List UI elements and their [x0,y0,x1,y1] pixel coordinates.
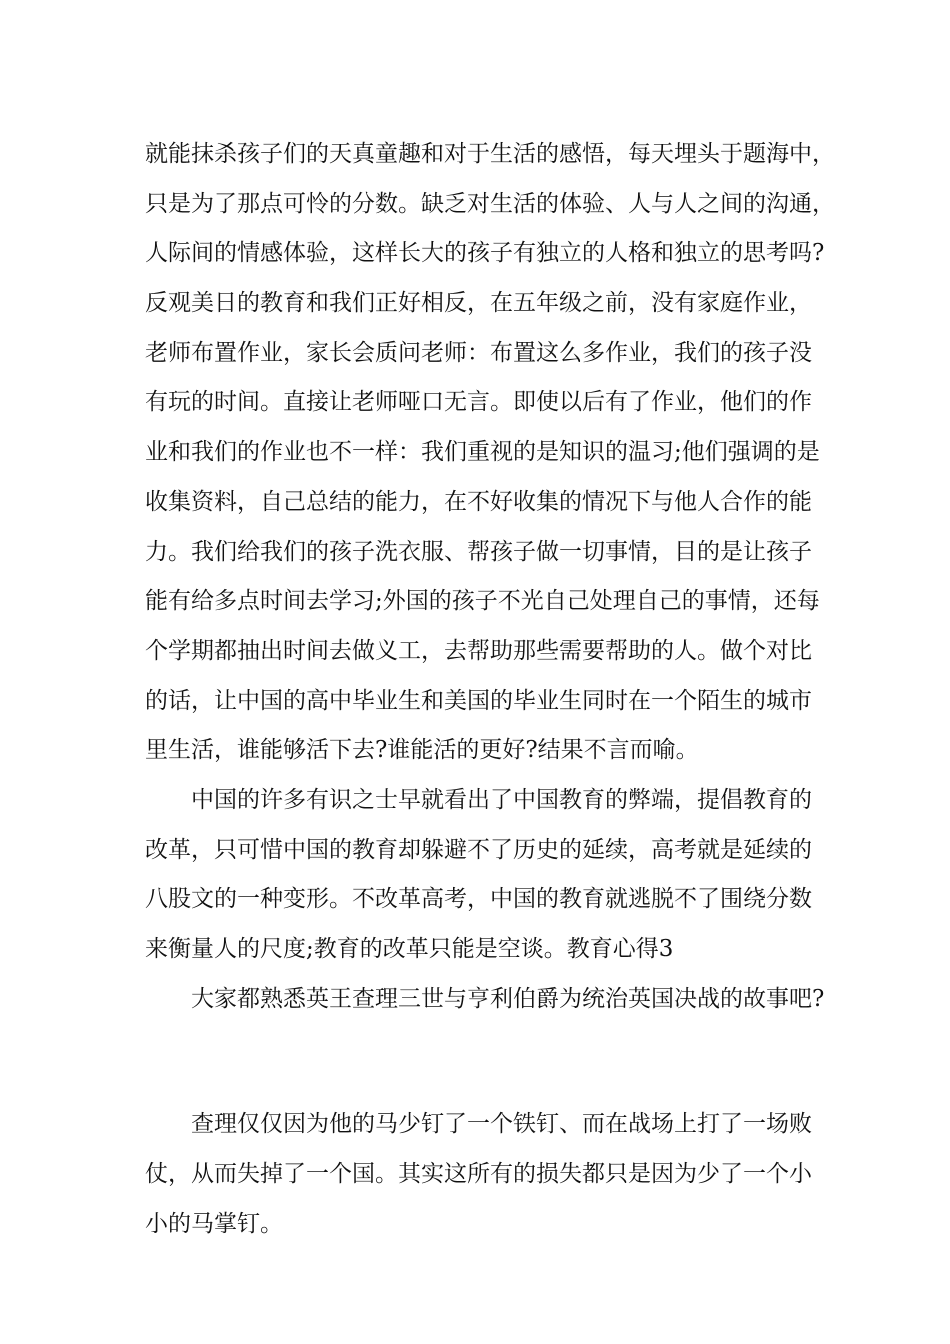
text-line: 大家都熟悉英王查理三世与亨利伯爵为统治英国决战的故事吧? [191,985,825,1012]
text-line: 仗，从而失掉了一个国。其实这所有的损失都只是因为少了一个小 [145,1161,812,1188]
text-line: 来衡量人的尺度;教育的改革只能是空谈。教育心得3 [145,936,674,962]
text-line: 有玩的时间。直接让老师哑口无言。即使以后有了作业，他们的作 [145,389,812,416]
paragraph-1 [145,130,835,776]
text-line: 个学期都抽出时间去做义工，去帮助那些需要帮助的人。做个对比 [145,637,812,664]
text-line: 反观美日的教育和我们正好相反，在五年级之前，没有家庭作业， [145,290,812,317]
text-line: 查理仅仅因为他的马少钉了一个铁钉、而在战场上打了一场败 [191,1111,812,1138]
text-line: 就能抹杀孩子们的天真童趣和对于生活的感悟，每天埋头于题海中， [145,141,835,167]
paragraph-gap [145,1024,825,1100]
text-line: 老师布置作业，家长会质问老师：布置这么多作业，我们的孩子没 [145,339,812,366]
text-line: 业和我们的作业也不一样：我们重视的是知识的温习;他们强调的是 [145,439,820,466]
text-line: 八股文的一种变形。不改革高考，中国的教育就逃脱不了围绕分数 [145,886,812,913]
paragraph-3 [145,975,825,1025]
document-body [145,130,835,1249]
text-line: 中国的许多有识之士早就看出了中国教育的弊端，提倡教育的 [191,786,812,813]
text-line: 里生活，谁能够活下去?谁能活的更好?结果不言而喻。 [145,737,699,764]
text-line: 只是为了那点可怜的分数。缺乏对生活的体验、人与人之间的沟通， [145,190,835,217]
paragraph-2 [145,776,825,975]
text-line: 收集资料，自己总结的能力，在不好收集的情况下与他人合作的能 [145,488,812,515]
text-line: 能有给多点时间去学习;外国的孩子不光自己处理自己的事情，还每 [145,588,820,615]
text-line: 力。我们给我们的孩子洗衣服、帮孩子做一切事情，目的是让孩子 [145,538,812,565]
text-line: 人际间的情感体验，这样长大的孩子有独立的人格和独立的思考吗? [145,240,825,267]
text-line: 小的马掌钉。 [145,1210,283,1237]
text-line: 的话，让中国的高中毕业生和美国的毕业生同时在一个陌生的城市 [145,687,812,714]
text-line: 改革，只可惜中国的教育却躲避不了历史的延续，高考就是延续的 [145,836,812,863]
paragraph-4 [145,1100,825,1249]
